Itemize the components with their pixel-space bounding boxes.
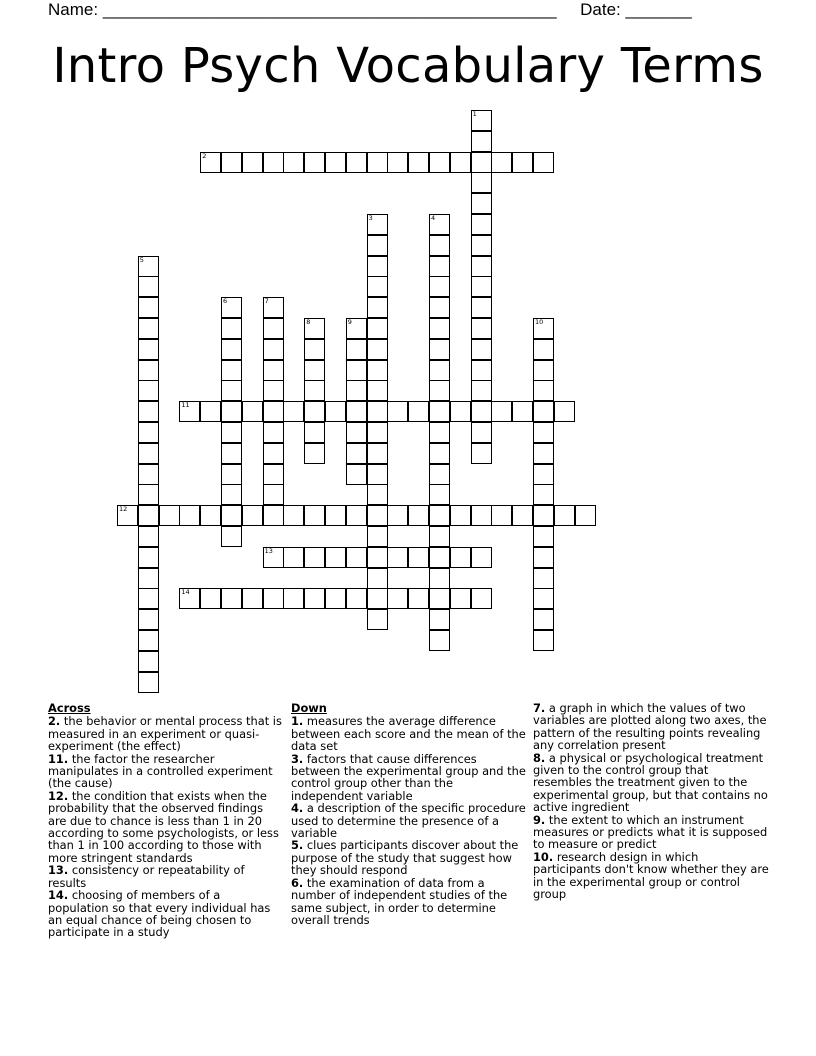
grid-cell[interactable] — [346, 547, 367, 568]
grid-cell[interactable] — [221, 297, 242, 318]
grid-cell[interactable] — [429, 256, 450, 277]
down-clue-list — [291, 715, 527, 926]
across-heading: Across — [48, 701, 91, 715]
clue-num: 12. — [48, 788, 69, 803]
clue-text: the behavior or mental process that is measured in an experiment or quasi-experiment (the effect) — [48, 714, 282, 754]
grid-cell[interactable] — [200, 505, 221, 526]
name-label: Name: — [48, 0, 99, 19]
grid-cell[interactable] — [367, 526, 388, 547]
clue-item — [48, 889, 284, 939]
grid-cell[interactable] — [346, 422, 367, 443]
grid-cell[interactable] — [367, 568, 388, 589]
grid-cell[interactable] — [429, 318, 450, 339]
grid-cell[interactable] — [367, 401, 388, 422]
grid-cell[interactable] — [304, 422, 325, 443]
grid-cell[interactable] — [200, 152, 221, 173]
clue-item — [48, 753, 284, 790]
name-blank: ________________________________________________ — [102, 0, 557, 19]
grid-cell[interactable] — [367, 339, 388, 360]
grid-cell[interactable] — [283, 505, 304, 526]
grid-cell[interactable] — [304, 443, 325, 464]
grid-cell[interactable] — [367, 297, 388, 318]
grid-cell[interactable] — [263, 318, 284, 339]
grid-cell[interactable] — [263, 464, 284, 485]
clue-text: the factor the researcher manipulates in a controlled experiment (the cause) — [48, 751, 273, 791]
grid-cell[interactable] — [242, 152, 263, 173]
grid-cell[interactable] — [138, 422, 159, 443]
grid-cell[interactable] — [367, 276, 388, 297]
grid-cell[interactable] — [471, 339, 492, 360]
grid-cell[interactable] — [471, 422, 492, 443]
clue-number: 9 — [347, 318, 352, 326]
grid-cell[interactable] — [533, 401, 554, 422]
clue-text: clues participants discover about the purpose of the study that suggest how they should respond — [291, 838, 519, 878]
grid-cell[interactable] — [304, 547, 325, 568]
grid-cell[interactable] — [138, 401, 159, 422]
clue-num: 4. — [291, 801, 304, 816]
clue-num: 3. — [291, 751, 304, 766]
grid-cell[interactable] — [408, 588, 429, 609]
grid-cell[interactable] — [304, 380, 325, 401]
page-title: Intro Psych Vocabulary Terms — [52, 38, 764, 94]
clue-number: 7 — [264, 297, 269, 306]
grid-cell[interactable] — [429, 401, 450, 422]
grid-cell[interactable] — [179, 505, 200, 526]
grid-cell[interactable] — [533, 152, 554, 173]
grid-cell[interactable] — [138, 484, 159, 505]
grid-cell[interactable] — [429, 568, 450, 589]
grid-cell[interactable] — [304, 339, 325, 360]
grid-cell[interactable] — [138, 547, 159, 568]
grid-cell[interactable] — [138, 505, 159, 526]
grid-cell[interactable] — [138, 297, 159, 318]
clue-text: choosing of members of a population so that every individual has an equal chance of being chosen to participate in a study — [48, 888, 271, 940]
clue-num: 13. — [48, 863, 69, 878]
grid-cell[interactable] — [429, 505, 450, 526]
grid-cell[interactable] — [533, 464, 554, 485]
grid-cell[interactable] — [429, 443, 450, 464]
grid-cell[interactable] — [429, 609, 450, 630]
grid-cell[interactable] — [283, 547, 304, 568]
grid-cell[interactable] — [242, 588, 263, 609]
grid-cell[interactable] — [554, 401, 575, 422]
clue-text: a description of the specific procedure used to determine the presence of a variable — [291, 801, 526, 841]
grid-cell[interactable] — [242, 401, 263, 422]
clue-item — [533, 752, 769, 814]
clue-item — [291, 753, 527, 803]
grid-cell[interactable] — [471, 276, 492, 297]
down-heading: Down — [291, 701, 327, 715]
grid-cell[interactable] — [491, 152, 512, 173]
grid-cell[interactable] — [471, 214, 492, 235]
grid-cell[interactable] — [242, 505, 263, 526]
grid-cell[interactable] — [367, 588, 388, 609]
grid-cell[interactable] — [263, 360, 284, 381]
clue-text: the extent to which an instrument measures or predicts what it is supposed to measure or predict — [533, 812, 768, 852]
clue-number: 8 — [306, 318, 311, 326]
grid-cell[interactable] — [304, 318, 325, 339]
clue-text: measures the average difference between each score and the mean of the data set — [291, 714, 526, 754]
grid-cell[interactable] — [450, 547, 471, 568]
grid-cell[interactable] — [533, 484, 554, 505]
grid-cell[interactable] — [138, 526, 159, 547]
grid-cell[interactable] — [263, 443, 284, 464]
grid-cell[interactable] — [429, 464, 450, 485]
grid-cell[interactable] — [263, 401, 284, 422]
clue-num: 11. — [48, 751, 69, 766]
grid-cell[interactable] — [512, 152, 533, 173]
grid-cell[interactable] — [471, 110, 492, 131]
grid-cell[interactable] — [367, 318, 388, 339]
grid-cell[interactable] — [367, 256, 388, 277]
clue-number: 4 — [431, 214, 436, 222]
across-column — [48, 702, 284, 939]
clue-item — [533, 702, 769, 752]
clue-num: 1. — [291, 714, 304, 729]
grid-cell[interactable] — [221, 360, 242, 381]
grid-cell[interactable] — [138, 339, 159, 360]
grid-cell[interactable] — [221, 588, 242, 609]
clue-text: factors that cause differences between the experimental group and the control group other than the independent variable — [291, 751, 526, 803]
clue-text: a graph in which the values of two variables are plotted along two axes, the pattern of the resulting points revealing any correlation present — [533, 701, 767, 753]
grid-cell[interactable] — [325, 547, 346, 568]
grid-cell[interactable] — [179, 401, 200, 422]
grid-cell[interactable] — [512, 505, 533, 526]
grid-cell[interactable] — [471, 131, 492, 152]
grid-cell[interactable] — [408, 152, 429, 173]
grid-cell[interactable] — [471, 380, 492, 401]
grid-cell[interactable] — [221, 401, 242, 422]
grid-cell[interactable] — [325, 152, 346, 173]
grid-cell[interactable] — [450, 505, 471, 526]
grid-cell[interactable] — [263, 422, 284, 443]
grid-cell[interactable] — [367, 422, 388, 443]
grid-cell[interactable] — [138, 630, 159, 651]
grid-cell[interactable] — [554, 505, 575, 526]
grid-cell[interactable] — [138, 380, 159, 401]
clue-number: 11 — [181, 401, 190, 410]
grid-cell[interactable] — [263, 484, 284, 505]
clue-item — [291, 877, 527, 927]
grid-cell[interactable] — [221, 339, 242, 360]
clue-item — [291, 839, 527, 876]
grid-cell[interactable] — [471, 443, 492, 464]
grid-cell[interactable] — [367, 464, 388, 485]
grid-cell[interactable] — [325, 588, 346, 609]
grid-cell[interactable] — [304, 401, 325, 422]
grid-cell[interactable] — [263, 339, 284, 360]
grid-cell[interactable] — [138, 464, 159, 485]
grid-cell[interactable] — [471, 318, 492, 339]
grid-cell[interactable] — [138, 443, 159, 464]
grid-cell[interactable] — [471, 401, 492, 422]
clue-text: the condition that exists when the probability that the observed findings are due to chance is less than 1 in 20 according to some psychologists, or less than 1 in 100 according to those with more stringent standards — [48, 788, 279, 865]
grid-cell[interactable] — [491, 505, 512, 526]
grid-cell[interactable] — [304, 152, 325, 173]
grid-cell[interactable] — [221, 484, 242, 505]
clue-text: the examination of data from a number of independent studies of the same subject, in order to determine overall trends — [291, 875, 508, 927]
clue-number: 6 — [223, 297, 228, 306]
grid-cell[interactable] — [429, 339, 450, 360]
grid-cell[interactable] — [429, 547, 450, 568]
grid-cell[interactable] — [450, 152, 471, 173]
grid-cell[interactable] — [533, 505, 554, 526]
grid-cell[interactable] — [450, 588, 471, 609]
down-column-continued — [533, 702, 769, 901]
grid-cell[interactable] — [138, 651, 159, 672]
grid-cell[interactable] — [471, 360, 492, 381]
grid-cell[interactable] — [367, 360, 388, 381]
grid-cell[interactable] — [429, 276, 450, 297]
grid-cell[interactable] — [346, 339, 367, 360]
grid-cell[interactable] — [367, 484, 388, 505]
clue-number: 12 — [119, 505, 128, 514]
clue-number: 5 — [139, 255, 144, 264]
grid-cell[interactable] — [263, 588, 284, 609]
grid-cell[interactable] — [429, 235, 450, 256]
grid-cell[interactable] — [387, 152, 408, 173]
grid-cell[interactable] — [387, 588, 408, 609]
grid-cell[interactable] — [491, 401, 512, 422]
grid-cell[interactable] — [429, 380, 450, 401]
grid-cell[interactable] — [408, 547, 429, 568]
grid-cell[interactable] — [533, 547, 554, 568]
grid-cell[interactable] — [346, 401, 367, 422]
grid-cell[interactable] — [283, 588, 304, 609]
grid-cell[interactable] — [221, 380, 242, 401]
grid-cell[interactable] — [512, 401, 533, 422]
grid-cell[interactable] — [200, 588, 221, 609]
grid-cell[interactable] — [263, 297, 284, 318]
grid-cell[interactable] — [575, 505, 596, 526]
grid-cell[interactable] — [221, 464, 242, 485]
grid-cell[interactable] — [429, 422, 450, 443]
grid-cell[interactable] — [367, 214, 388, 235]
grid-cell[interactable] — [346, 588, 367, 609]
clue-text: research design in which participants don't know whether they are in the experimental group or control group — [533, 849, 769, 902]
clue-item — [48, 864, 284, 889]
grid-cell[interactable] — [367, 380, 388, 401]
clue-number: 2 — [202, 151, 207, 160]
grid-cell[interactable] — [367, 609, 388, 630]
clue-item — [533, 851, 769, 901]
grid-cell[interactable] — [138, 318, 159, 339]
grid-cell[interactable] — [304, 360, 325, 381]
grid-cell[interactable] — [200, 401, 221, 422]
grid-cell[interactable] — [450, 401, 471, 422]
grid-cell[interactable] — [533, 380, 554, 401]
grid-cell[interactable] — [221, 318, 242, 339]
clue-item — [291, 802, 527, 839]
clue-number: 1 — [472, 110, 477, 118]
grid-cell[interactable] — [387, 401, 408, 422]
grid-cell[interactable] — [117, 505, 138, 526]
date-blank: _______ — [625, 0, 692, 19]
down-column — [291, 702, 527, 926]
grid-cell[interactable] — [138, 256, 159, 277]
grid-cell[interactable] — [346, 380, 367, 401]
grid-cell[interactable] — [221, 152, 242, 173]
grid-cell[interactable] — [533, 630, 554, 651]
grid-cell[interactable] — [367, 505, 388, 526]
grid-cell[interactable] — [367, 152, 388, 173]
clue-number: 14 — [181, 588, 190, 597]
grid-cell[interactable] — [263, 152, 284, 173]
grid-cell[interactable] — [408, 401, 429, 422]
grid-cell[interactable] — [283, 152, 304, 173]
grid-cell[interactable] — [221, 526, 242, 547]
grid-cell[interactable] — [221, 443, 242, 464]
grid-cell[interactable] — [429, 297, 450, 318]
clue-num: 9. — [533, 812, 546, 827]
grid-cell[interactable] — [346, 318, 367, 339]
grid-cell[interactable] — [325, 401, 346, 422]
grid-cell[interactable] — [263, 380, 284, 401]
grid-cell[interactable] — [471, 193, 492, 214]
grid-cell[interactable] — [533, 568, 554, 589]
clue-number: 13 — [264, 546, 273, 555]
grid-cell[interactable] — [138, 588, 159, 609]
clue-item — [291, 715, 527, 752]
grid-cell[interactable] — [346, 443, 367, 464]
clue-item — [48, 790, 284, 864]
grid-cell[interactable] — [221, 422, 242, 443]
grid-cell[interactable] — [471, 547, 492, 568]
grid-cell[interactable] — [221, 505, 242, 526]
grid-cell[interactable] — [471, 297, 492, 318]
clue-num: 6. — [291, 875, 304, 890]
grid-cell[interactable] — [471, 256, 492, 277]
grid-cell[interactable] — [138, 276, 159, 297]
grid-cell[interactable] — [138, 568, 159, 589]
grid-cell[interactable] — [533, 318, 554, 339]
down-clue-list-continued — [533, 702, 769, 901]
clue-text: consistency or repeatability of results — [48, 863, 245, 890]
clue-item — [533, 814, 769, 851]
clue-num: 2. — [48, 714, 61, 729]
grid-cell[interactable] — [304, 505, 325, 526]
grid-cell[interactable] — [283, 401, 304, 422]
grid-cell[interactable] — [159, 505, 180, 526]
clue-num: 7. — [533, 701, 546, 715]
grid-cell[interactable] — [533, 422, 554, 443]
clue-num: 14. — [48, 888, 69, 903]
grid-cell[interactable] — [429, 526, 450, 547]
grid-cell[interactable] — [408, 505, 429, 526]
grid-cell[interactable] — [471, 588, 492, 609]
clue-num: 5. — [291, 838, 304, 853]
grid-cell[interactable] — [429, 360, 450, 381]
clue-num: 8. — [533, 750, 546, 765]
grid-cell[interactable] — [387, 505, 408, 526]
grid-cell[interactable] — [138, 360, 159, 381]
grid-cell[interactable] — [179, 588, 200, 609]
grid-cell[interactable] — [429, 152, 450, 173]
grid-cell[interactable] — [346, 152, 367, 173]
grid-cell[interactable] — [367, 235, 388, 256]
grid-cell[interactable] — [325, 505, 346, 526]
clue-number: 10 — [535, 318, 544, 326]
grid-cell[interactable] — [533, 609, 554, 630]
grid-cell[interactable] — [533, 339, 554, 360]
grid-cell[interactable] — [429, 484, 450, 505]
date-label: Date: — [580, 0, 621, 19]
grid-cell[interactable] — [346, 464, 367, 485]
grid-cell[interactable] — [367, 443, 388, 464]
grid-cell[interactable] — [471, 235, 492, 256]
grid-cell[interactable] — [263, 547, 284, 568]
grid-cell[interactable] — [533, 360, 554, 381]
across-clue-list — [48, 715, 284, 938]
grid-cell[interactable] — [138, 609, 159, 630]
grid-cell[interactable] — [304, 588, 325, 609]
clue-text: a physical or psychological treatment given to the control group that resembles the treatment given to the experimental group, but that contains no active ingredient — [533, 750, 768, 815]
grid-cell[interactable] — [387, 547, 408, 568]
grid-cell[interactable] — [471, 505, 492, 526]
grid-cell[interactable] — [346, 360, 367, 381]
grid-cell[interactable] — [429, 588, 450, 609]
grid-cell[interactable] — [346, 505, 367, 526]
grid-cell[interactable] — [533, 526, 554, 547]
clue-item — [48, 715, 284, 752]
grid-cell[interactable] — [367, 547, 388, 568]
grid-cell[interactable] — [533, 588, 554, 609]
grid-cell[interactable] — [471, 172, 492, 193]
grid-cell[interactable] — [138, 672, 159, 693]
grid-cell[interactable] — [533, 443, 554, 464]
clue-number: 3 — [368, 214, 373, 222]
grid-cell[interactable] — [263, 505, 284, 526]
grid-cell[interactable] — [429, 214, 450, 235]
grid-cell[interactable] — [429, 630, 450, 651]
grid-cell[interactable] — [471, 152, 492, 173]
clue-num: 10. — [533, 849, 554, 864]
